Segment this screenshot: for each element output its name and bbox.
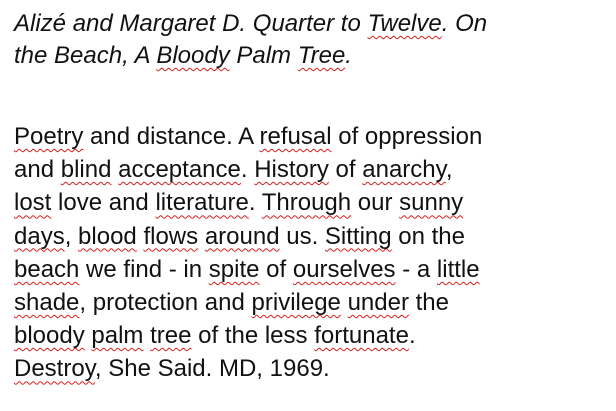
text-segment: of xyxy=(328,156,363,184)
document-text[interactable] xyxy=(14,8,610,386)
spellcheck-flagged-word: tree xyxy=(150,322,192,350)
spellcheck-flagged-word: History xyxy=(254,156,329,184)
text-segment: on the xyxy=(391,222,466,250)
text-segment: Alizé and Margaret D. Quarter to xyxy=(14,10,368,37)
spellcheck-flagged-word: under xyxy=(347,288,409,316)
spellcheck-flagged-word: Bloody xyxy=(156,42,230,69)
text-segment: and distance. A xyxy=(83,123,260,150)
text-segment: . xyxy=(345,42,352,69)
text-segment: , xyxy=(64,222,79,250)
spellcheck-flagged-word: beach xyxy=(14,255,80,283)
document-paragraph xyxy=(14,120,610,386)
title-line xyxy=(14,40,610,72)
spellcheck-flagged-word: bloody xyxy=(14,322,85,350)
spellcheck-flagged-word: palm xyxy=(91,322,144,350)
paragraph-line xyxy=(14,352,610,385)
spellcheck-flagged-word: Through xyxy=(261,189,352,217)
spellcheck-flagged-word: around xyxy=(204,222,280,250)
paragraph-line xyxy=(14,120,610,153)
spellcheck-flagged-word: anarchy xyxy=(362,156,446,184)
text-segment: love and xyxy=(51,189,156,217)
paragraph-line xyxy=(14,153,610,186)
text-segment: . xyxy=(408,322,416,350)
text-segment: . xyxy=(240,156,255,184)
text-segment: - a xyxy=(395,255,437,283)
text-segment: of xyxy=(259,255,293,283)
spellcheck-flagged-word: Tree xyxy=(297,42,346,69)
text-segment: we find - in xyxy=(79,255,209,283)
text-segment: us. xyxy=(279,222,325,250)
text-segment: and xyxy=(14,156,61,184)
text-segment: the Beach, A xyxy=(14,42,157,69)
spellcheck-flagged-word: refusal xyxy=(259,123,332,150)
spellcheck-flagged-word: privilege xyxy=(251,288,341,316)
text-segment xyxy=(341,289,348,316)
spellcheck-flagged-word: literature xyxy=(155,189,249,217)
text-segment: Palm xyxy=(229,42,298,69)
spellcheck-flagged-word: blind xyxy=(60,156,112,184)
spellcheck-flagged-word: acceptance xyxy=(118,156,241,184)
spellcheck-flagged-word: shade xyxy=(14,288,80,316)
text-segment: of oppression xyxy=(331,123,483,150)
paragraph-line xyxy=(14,186,610,219)
paragraph-line xyxy=(14,220,610,253)
paragraph-break xyxy=(14,72,610,120)
spellcheck-flagged-word: blood xyxy=(78,222,137,250)
text-segment: the xyxy=(408,288,449,316)
spellcheck-flagged-word: little xyxy=(436,255,480,283)
text-segment: . xyxy=(248,189,262,217)
text-segment: of the less xyxy=(191,322,315,350)
document-title xyxy=(14,8,610,72)
spellcheck-flagged-word: sunny xyxy=(399,189,464,217)
spellcheck-flagged-word: Destroy xyxy=(14,355,95,383)
spellcheck-flagged-word: Poetry xyxy=(14,123,84,150)
paragraph-line xyxy=(14,319,610,352)
spellcheck-flagged-word: lost xyxy=(14,189,52,217)
spellcheck-flagged-word: Twelve xyxy=(367,10,442,37)
text-segment: . On xyxy=(441,10,488,37)
spellcheck-flagged-word: fortunate xyxy=(314,322,409,350)
title-line xyxy=(14,8,610,40)
paragraph-line xyxy=(14,286,610,319)
text-segment: , protection and xyxy=(79,288,252,316)
spellcheck-flagged-word: Sitting xyxy=(324,222,392,250)
spellcheck-flagged-word: spite xyxy=(208,255,260,283)
text-segment: our xyxy=(351,189,400,217)
spellcheck-flagged-word: flows xyxy=(143,222,199,250)
spellcheck-flagged-word: days xyxy=(14,222,65,250)
spellcheck-flagged-word: ourselves xyxy=(292,255,396,283)
paragraph-line xyxy=(14,253,610,286)
text-segment xyxy=(198,223,205,250)
text-segment: , xyxy=(445,156,453,184)
text-segment: , She Said. MD, 1969. xyxy=(94,355,330,383)
